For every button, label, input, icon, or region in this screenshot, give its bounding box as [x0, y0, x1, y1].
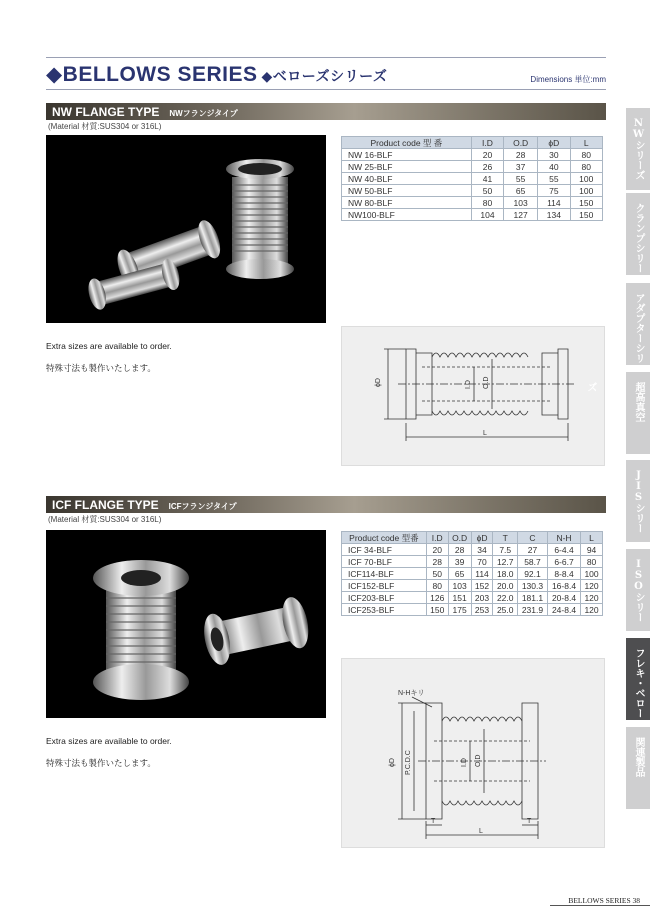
nw-dim-od: O.D	[483, 376, 490, 389]
nw-dim-id: I.D	[465, 380, 472, 389]
side-tab-icf-series[interactable]	[585, 372, 650, 454]
nw-dim-phid: ϕD	[375, 378, 382, 387]
icf-drawing	[341, 658, 605, 848]
table-cell: 55	[538, 173, 570, 185]
table-header-cell: L	[581, 532, 603, 544]
table-cell: 27	[518, 544, 548, 556]
table-cell: 70	[471, 556, 493, 568]
table-row	[342, 185, 603, 197]
table-cell: 20	[426, 544, 448, 556]
table-cell: 114	[471, 568, 493, 580]
table-cell: 22.0	[493, 592, 518, 604]
table-cell: ICF 70-BLF	[342, 556, 427, 568]
table-cell: ICF 34-BLF	[342, 544, 427, 556]
table-cell: 150	[570, 197, 602, 209]
nw-drawing	[341, 326, 605, 466]
side-tab-label: 超高真空ICFシリーズ	[585, 382, 644, 445]
table-header-cell: N-H	[547, 532, 580, 544]
table-cell: 114	[538, 197, 570, 209]
table-header-cell: ϕD	[538, 137, 570, 149]
table-cell: 130.3	[518, 580, 548, 592]
table-cell: NW 16-BLF	[342, 149, 472, 161]
table-cell: 80	[570, 149, 602, 161]
table-row	[342, 568, 603, 580]
table-cell: 41	[471, 173, 503, 185]
table-cell: 80	[570, 161, 602, 173]
table-cell: 80	[471, 197, 503, 209]
table-cell: 50	[471, 185, 503, 197]
icf-spec-table	[341, 531, 603, 616]
footer-rule	[550, 905, 650, 906]
table-header-cell: ϕD	[471, 532, 493, 544]
table-cell: 12.7	[493, 556, 518, 568]
table-header-cell: I.D	[471, 137, 503, 149]
table-cell: 55	[504, 173, 538, 185]
side-tab-label: アダプターシリーズ	[609, 293, 644, 363]
dimensions-note: Dimensions 単位:mm	[530, 75, 606, 84]
table-cell: 65	[504, 185, 538, 197]
table-cell: NW 50-BLF	[342, 185, 472, 197]
table-row	[342, 197, 603, 209]
table-cell: 120	[581, 592, 603, 604]
page-title-jp: ◆ベローズシリーズ	[261, 68, 388, 84]
table-cell: 152	[471, 580, 493, 592]
table-cell: 150	[426, 604, 448, 616]
table-cell: NW 40-BLF	[342, 173, 472, 185]
table-cell: 50	[426, 568, 448, 580]
icf-dim-od: O.D	[475, 754, 482, 767]
table-header-cell: O.D	[448, 532, 471, 544]
table-header-row	[342, 137, 603, 149]
icf-dim-pcd: P.C.D.C	[405, 750, 412, 775]
table-cell: 18.0	[493, 568, 518, 580]
table-cell: 20	[471, 149, 503, 161]
table-cell: NW 80-BLF	[342, 197, 472, 209]
table-cell: ICF253-BLF	[342, 604, 427, 616]
table-header-row	[342, 532, 603, 544]
side-tab-label: 関連製品	[633, 737, 644, 777]
table-cell: 30	[538, 149, 570, 161]
side-tab-adapter-series[interactable]	[609, 283, 650, 365]
nw-section-header	[46, 103, 606, 120]
table-cell: ICF114-BLF	[342, 568, 427, 580]
table-row	[342, 173, 603, 185]
icf-note-en: Extra sizes are available to order.	[46, 736, 172, 746]
nw-note-en: Extra sizes are available to order.	[46, 341, 172, 351]
table-cell: 28	[504, 149, 538, 161]
table-header-cell: C	[518, 532, 548, 544]
table-row	[342, 149, 603, 161]
table-cell: 20.0	[493, 580, 518, 592]
title-rule-bottom	[46, 89, 606, 90]
table-cell: 134	[538, 209, 570, 221]
table-cell: NW100-BLF	[342, 209, 472, 221]
nw-spec-table	[341, 136, 603, 221]
table-cell: NW 25-BLF	[342, 161, 472, 173]
icf-note-jp: 特殊寸法も製作いたします。	[46, 758, 156, 768]
nw-dim-l: L	[483, 430, 487, 437]
table-cell: 37	[504, 161, 538, 173]
table-cell: 25.0	[493, 604, 518, 616]
table-cell: 16-8.4	[547, 580, 580, 592]
nw-section-title-jp: NWフランジタイプ	[169, 109, 238, 118]
table-cell: 120	[581, 604, 603, 616]
table-cell: 127	[504, 209, 538, 221]
page-title-en: ◆BELLOWS SERIES	[46, 63, 258, 86]
table-cell: 231.9	[518, 604, 548, 616]
side-tab-clamp-series[interactable]	[609, 193, 650, 275]
icf-dim-t-left: T	[431, 818, 436, 825]
table-cell: 34	[471, 544, 493, 556]
table-cell: 203	[471, 592, 493, 604]
title-rule-top	[46, 57, 606, 58]
side-tab-label: フレキ・ベローシリーズ	[609, 648, 644, 718]
side-tab-related-products[interactable]	[626, 727, 650, 809]
table-cell: 65	[448, 568, 471, 580]
side-tab-label: JISシリーズ	[609, 470, 644, 533]
nw-material-note: (Material 材質:SUS304 or 316L)	[48, 122, 162, 131]
side-tab-iso-series[interactable]	[609, 549, 650, 631]
table-cell: 150	[570, 209, 602, 221]
table-cell: 100	[570, 173, 602, 185]
icf-section-header	[46, 496, 606, 513]
table-cell: 94	[581, 544, 603, 556]
table-cell: 253	[471, 604, 493, 616]
table-cell: 120	[581, 580, 603, 592]
table-header-cell: T	[493, 532, 518, 544]
page-title	[46, 62, 387, 87]
table-cell: 7.5	[493, 544, 518, 556]
page-header	[46, 60, 606, 90]
side-tab-jis-series[interactable]	[609, 460, 650, 542]
table-cell: 28	[448, 544, 471, 556]
table-cell: ICF152-BLF	[342, 580, 427, 592]
table-header-cell: O.D	[504, 137, 538, 149]
table-cell: 39	[448, 556, 471, 568]
side-tab-flex-bellows-series[interactable]	[609, 638, 650, 720]
icf-material-note: (Material 材質:SUS304 or 316L)	[48, 515, 162, 524]
nw-note-jp: 特殊寸法も製作いたします。	[46, 363, 156, 373]
table-cell: 181.1	[518, 592, 548, 604]
side-tab-nw-series[interactable]	[626, 108, 650, 190]
table-row	[342, 556, 603, 568]
table-cell: 75	[538, 185, 570, 197]
table-cell: 175	[448, 604, 471, 616]
table-cell: 126	[426, 592, 448, 604]
table-cell: 24-8.4	[547, 604, 580, 616]
table-cell: 100	[570, 185, 602, 197]
table-cell: 103	[504, 197, 538, 209]
table-header-cell: Product code 型 番	[342, 137, 472, 149]
table-cell: 103	[448, 580, 471, 592]
table-cell: 28	[426, 556, 448, 568]
icf-dim-id: I.D	[461, 758, 468, 767]
table-cell: 26	[471, 161, 503, 173]
table-cell: ICF203-BLF	[342, 592, 427, 604]
table-header-cell: L	[570, 137, 602, 149]
table-row	[342, 580, 603, 592]
nw-product-photo	[46, 135, 326, 323]
table-cell: 20-8.4	[547, 592, 580, 604]
icf-dim-t-right: T	[527, 818, 532, 825]
icf-dim-l: L	[479, 828, 483, 835]
side-tab-label: NWシリーズ	[633, 118, 644, 180]
table-cell: 80	[581, 556, 603, 568]
table-cell: 100	[581, 568, 603, 580]
table-header-cell: Product code 型番	[342, 532, 427, 544]
table-cell: 92.1	[518, 568, 548, 580]
icf-section-title-jp: ICFフランジタイプ	[168, 502, 237, 511]
icf-product-photo	[46, 530, 326, 718]
table-cell: 58.7	[518, 556, 548, 568]
table-row	[342, 604, 603, 616]
side-tab-label: ISOシリーズ	[609, 559, 644, 622]
table-cell: 80	[426, 580, 448, 592]
table-cell: 104	[471, 209, 503, 221]
icf-dim-phid: ϕD	[389, 758, 396, 767]
icf-dim-nh: N-Hキリ	[398, 690, 425, 697]
table-row	[342, 209, 603, 221]
table-header-cell: I.D	[426, 532, 448, 544]
table-row	[342, 592, 603, 604]
side-tab-label: クランプシリーズ	[609, 203, 644, 273]
table-cell: 40	[538, 161, 570, 173]
table-cell: 6-6.7	[547, 556, 580, 568]
table-cell: 151	[448, 592, 471, 604]
page-footer: BELLOWS SERIES 38	[568, 896, 640, 905]
table-row	[342, 161, 603, 173]
table-row	[342, 544, 603, 556]
table-cell: 6-4.4	[547, 544, 580, 556]
nw-section-title: NW FLANGE TYPE	[52, 105, 160, 119]
table-cell: 8-8.4	[547, 568, 580, 580]
icf-section-title: ICF FLANGE TYPE	[52, 498, 159, 512]
